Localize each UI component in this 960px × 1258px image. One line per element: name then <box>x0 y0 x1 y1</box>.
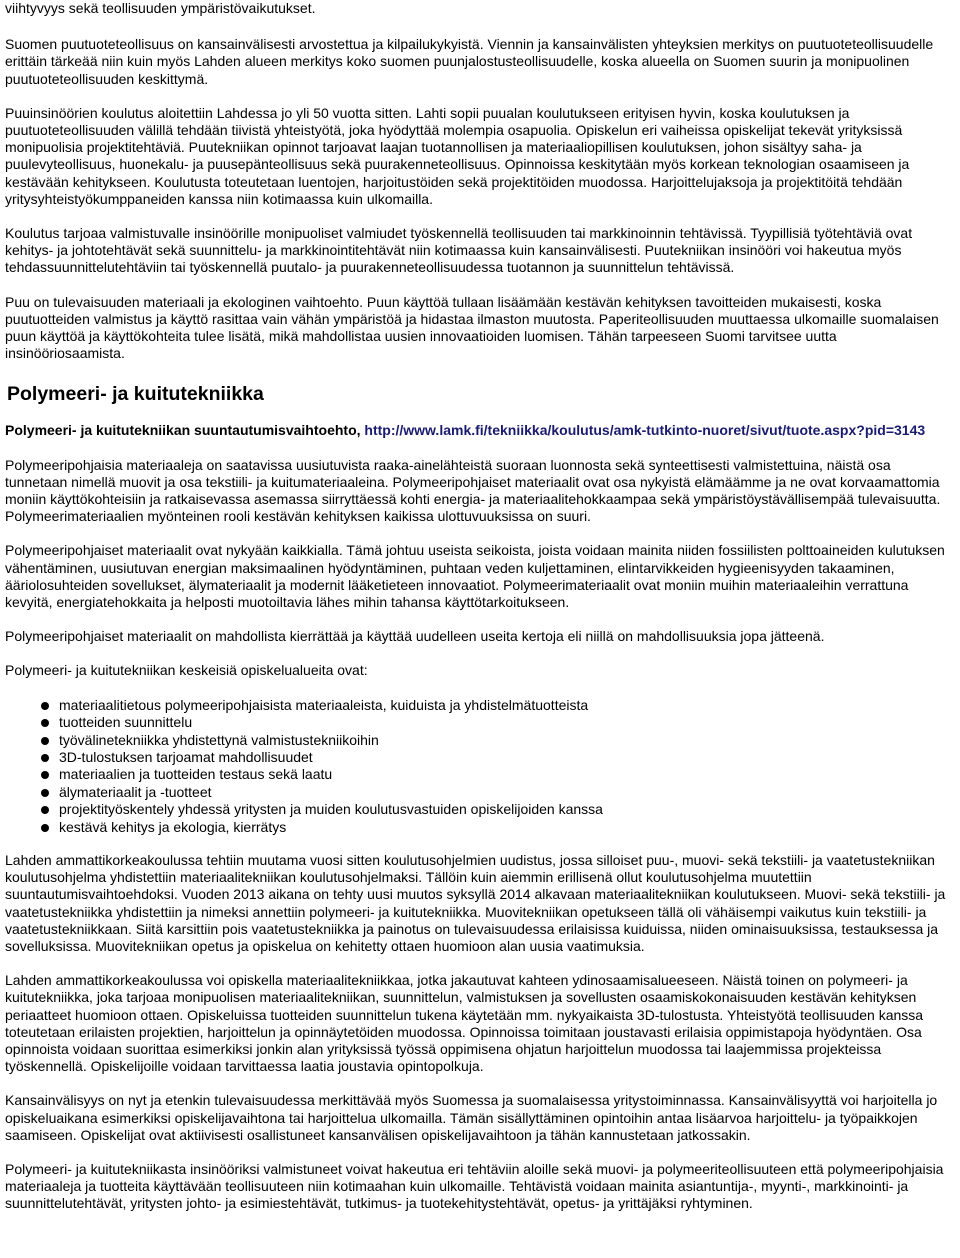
section-heading: Polymeeri- ja kuitutekniikka <box>7 383 264 406</box>
section-paragraph-2: Polymeeripohjaiset materiaalit ovat nykyään kaikkialla. Tämä johtuu useista seikoista, joista voidaan mainita niiden fossiilisten polttoaineiden kulutuksen vähentäminen, uusiutuvan energian maksimaalinen hyödyntäminen, puhtaan veden kuljettaminen, elintarvikkeiden hygieenisyyden takaaminen, ääriolosuhteiden sovellukset, älymateriaalit ja modernit lääketieteen innovaatiot. Polymeerimateriaalit ovat moniin muihin materiaaleihin verrattuna kevyitä, energiatehokkaita ja helposti muotoiltavia lähes mihin tahansa käyttötarkoitukseen. <box>5 542 945 611</box>
section-paragraph-3: Polymeeripohjaiset materiaalit on mahdollista kierrättää ja käyttää uudelleen useita kertoja eli niillä on mahdollisuuksia jopa jätteenä. <box>5 628 825 645</box>
list-item <box>41 784 954 801</box>
section-lead <box>5 422 954 439</box>
intro-paragraph-4: Puu on tulevaisuuden materiaali ja ekologinen vaihtoehto. Puun käyttöä tullaan lisäämään kestävän kehityksen tavoitteiden mukaisesti, koska puutuotteiden valmistus ja käyttö rasittaa vain vähän ympäristöä ja hidastaa ilmaston muutosta. Paperiteollisuuden muuttaessa ulkomaille suomalaisen puun käyttöä ja käyttökohteita tulee lisätä, mikä mahdollistaa uusien innovaatioiden luomisen. Tähän tarpeeseen Suomi tarvitsee uutta insinööriosaamista. <box>5 293 939 362</box>
list-intro: Polymeeri- ja kuitutekniikan keskeisiä opiskelualueita ovat: <box>5 662 368 679</box>
list-item-text: älymateriaalit ja -tuotteet <box>59 783 212 800</box>
bullet-icon <box>41 702 49 710</box>
section-paragraph-7: Kansainvälisyys on nyt ja etenkin tulevaisuudessa merkittävää myös Suomessa ja suomalaisessa yritystoiminnassa. Kansainvälisyyttä voi harjoitella jo opiskeluaikana esimerkiksi opiskelijavaihtona tai harjoittelua ulkomailla. Tämän sisällyttäminen opintoihin antaa lisäarvoa harjoittelu- ja työpaikkojen saamiseen. Opiskelijat ovat aktiivisesti osallistuneet kansanvälisen opiskelijavaihtoon ja tähän kannustetaan jatkossakin. <box>5 1092 938 1143</box>
list-item <box>41 714 954 731</box>
section-paragraph-1: Polymeeripohjaisia materiaaleja on saatavissa uusiutuvista raaka-ainelähteistä suoraan luonnosta sekä synteettisesti valmistettuina, näistä osa tunnetaan nimellä muovit ja osa tekstiili- ja kuitumateriaaleina. Polymeeripohjaiset materiaalit ovat osa nykyistä elämäämme ja ne ovat korvaamattomia moniin käyttökohteisiin ja ratkaisevassa asemassa siirryttäessä kohti energia- ja materiaalitehokkaampaa sekä ympäristöystävällisempää tulevaisuutta. Polymeerimateriaalien myönteinen rooli kestävän kehityksen kaikissa ulottuvuuksissa on suuri. <box>5 456 941 525</box>
bullet-icon <box>41 754 49 762</box>
list-item-text: materiaalitietous polymeeripohjaisista materiaaleista, kuiduista ja yhdistelmätuotteista <box>59 696 589 713</box>
section-paragraph-5: Lahden ammattikorkeakoulussa tehtiin muutama vuosi sitten koulutusohjelmien uudistus, jossa silloiset puu-, muovi- sekä tekstiili- ja vaatetustekniikan koulutusohjelma yhdistettiin materiaalitekniikan koulutusohjelmaksi. Tällöin kuin aiemmin erillisenä ollut koulutusohjelma muutettiin suuntautumisvaihtoehdoksi. Vuoden 2013 aikana on tehty uusi muutos syksyllä 2014 alkavaan materiaalitekniikan koulutukseen. Muovi- sekä tekstiili- ja vaatetustekniikka yhdistettiin ja nimeksi annettiin polymeeri- ja kuitutekniikka. Muovitekniikan opetukseen tällä oli vähäisempi vaikutus kuin tekstiili- ja vaatetustekniikkaan. Siitä karsittiin pois vaatetustekniikka ja painotus on tulevaisuudessa erilaisissa kuiduissa, niiden ominaisuuksissa, testauksessa ja sovelluksissa. Muovitekniikan opetus ja opiskelua on kehitetty ottaen huomioon alan uusia vaatimuksia. <box>5 851 946 954</box>
list-item <box>41 801 954 818</box>
intro-paragraph-1: Suomen puutuoteteollisuus on kansainvälisesti arvostettua ja kilpailukykyistä. Viennin ja kansainvälisten yhteyksien merkitys on puutuoteteollisuudelle erittäin tärkeää niin kuin myös Lahden alueen merkitys koko suomen puunjalostusteollisuudelle, koska alueella on Suomen suurin ja monipuolinen puutuoteteollisuuden keskittymä. <box>5 36 934 87</box>
list-item-text: työvälinetekniikka yhdistettynä valmistustekniikoihin <box>59 731 379 748</box>
list-item <box>41 697 954 714</box>
list-item <box>41 766 954 783</box>
bullet-icon <box>41 737 49 745</box>
section-paragraph-8: Polymeeri- ja kuitutekniikasta insinööriksi valmistuneet voivat hakeutua eri tehtäviin aloille sekä muovi- ja polymeeriteollisuuteen että polymeeripohjaisia materiaaleja ja tuotteita käyttävään teollisuuteen niin kotimaahan kuin ulkomaille. Tehtävistä voidaan mainita asiantuntija-, myynti-, markkinointi- ja suunnittelutehtävät, yritysten johto- ja esimiestehtävät, tutkimus- ja tuotekehitystehtävät, opetus- ja yrittäjäksi ryhtyminen. <box>5 1160 944 1212</box>
study-areas-list <box>5 697 954 836</box>
list-item <box>41 819 954 836</box>
intro-paragraph-3: Koulutus tarjoaa valmistuvalle insinöörille monipuoliset valmiudet työskennellä teollisuuden tai markkinoinnin tehtävissä. Tyypillisiä työtehtäviä ovat kehitys- ja johtotehtävät sekä suunnittelu- ja markkinointitehtävät niin kotimaassa kuin kansainvälisesti. Puutekniikan insinööri voi hakeutua myös tehdassuunnittelutehtäviin tai työskennellä puutalo- ja puurakenneteollisuudessa tuotannon ja suunnittelun tehtävissä. <box>5 225 913 276</box>
list-item-text: kestävä kehitys ja ekologia, kierrätys <box>59 818 287 835</box>
bullet-icon <box>41 824 49 832</box>
bullet-icon <box>41 771 49 779</box>
list-item-text: tuotteiden suunnittelu <box>59 714 193 731</box>
bullet-icon <box>41 789 49 797</box>
list-item-text: materiaalien ja tuotteiden testaus sekä laatu <box>59 766 333 783</box>
list-item <box>41 732 954 749</box>
bullet-icon <box>41 806 49 814</box>
top-line: viihtyvyys sekä teollisuuden ympäristövaikutukset. <box>5 0 316 16</box>
list-item <box>41 749 954 766</box>
intro-paragraph-2: Puuinsinöörien koulutus aloitettiin Lahdessa jo yli 50 vuotta sitten. Lahti sopii puualan koulutukseen erityisen hyvin, koska koulutuksen ja puutuoteteollisuuden välillä tehdään tiivistä yhteistyötä, joka hyödyttää molempia osapuolia. Opiskelun eri vaiheissa opiskelijat tekevät yrityksissä monipuolisia projektitehtäviä. Puutekniikan opinnot tarjoavat laajan tuotannollisen ja materiaaliopillisen koulutuksen, johon sisältyy saha- ja puulevyteollisuus, huonekalu- ja puusepänteollisuus sekä puurakenneteollisuus. Opinnoissa keskitytään myös korkean teknologian osaamiseen ja kestävään kehitykseen. Koulutusta toteutetaan luentojen, harjoitustöiden sekä projektitöiden muodossa. Harjoittelujaksoja ja projektitöitä tehdään yritysyhteistyökumppaneiden kanssa niin kotimaassa kuin ulkomailla. <box>5 104 910 207</box>
lead-text: Polymeeri- ja kuitutekniikan suuntautumisvaihtoehto, <box>5 422 365 439</box>
list-item-text: projektityöskentely yhdessä yritysten ja muiden koulutusvastuiden opiskelijoiden kanssa <box>59 801 603 818</box>
program-link[interactable]: http://www.lamk.fi/tekniikka/koulutus/amk-tutkinto-nuoret/sivut/tuote.aspx?pid=3143 <box>364 422 926 439</box>
bullet-icon <box>41 719 49 727</box>
section-paragraph-6: Lahden ammattikorkeakoulussa voi opiskella materiaalitekniikkaa, jotka jakautuvat kahteen ydinosaamisalueeseen. Näistä toinen on polymeeri- ja kuitutekniikka, joka tarjoaa monipuolisen materiaalitekniikan, suunnittelun, valmistuksen ja sovellusten osaamiskokonaisuuden kestävän kehityksen periaatteet huomioon ottaen. Opiskeluissa tuotteiden suunnittelun tukena käytetään mm. nykyaikaista 3D-tulostusta. Yhteistyötä teollisuuden kanssa toteutetaan erilaisten projektien, harjoittelun ja opinnäytetöiden muodossa. Opinnoissa toimitaan joustavasti erilaisia oppimistapoja hyödyntäen. Osa opinnoista voidaan suorittaa esimerkiksi jonkin alan yrityksissä työssä oppimisena ohjatun harjoittelun muodossa tai laajemmissa projekteissa työskennellä. Opiskelijoille voidaan tarvittaessa laatia joustavia opintopolkuja. <box>5 972 924 1075</box>
list-item-text: 3D-tulostuksen tarjoamat mahdollisuudet <box>59 748 313 765</box>
